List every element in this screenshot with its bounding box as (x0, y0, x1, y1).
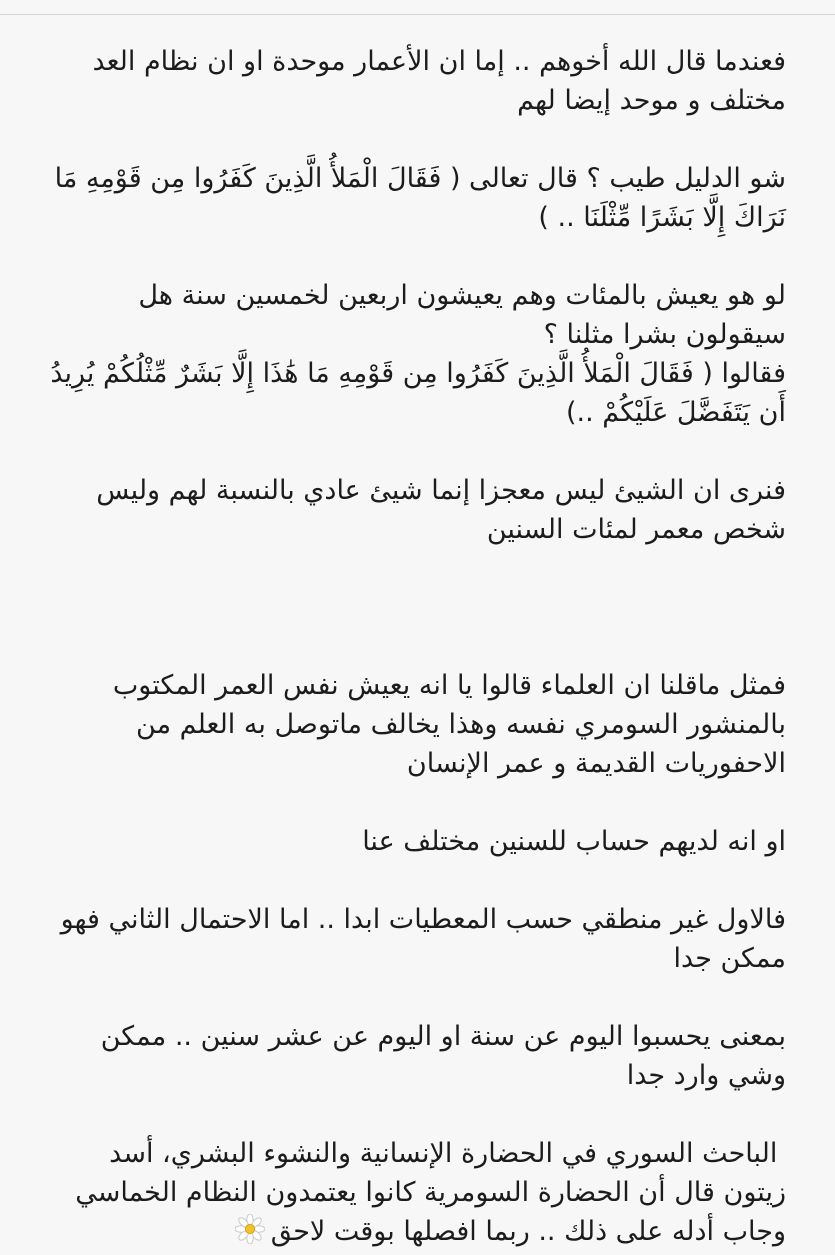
paragraph-spacer (44, 432, 786, 471)
note-body (44, 42, 786, 1255)
paragraph-spacer (44, 120, 786, 159)
paragraph-spacer (44, 783, 786, 822)
note-paragraph: فمثل ماقلنا ان العلماء قالوا يا انه يعيش نفس العمر المكتوب بالمنشور السومري نفسه وهذا يخالف ماتوصل به العلم من الاحفوريات القديمة و عمر الإنسان (112, 670, 786, 779)
paragraph-spacer (44, 861, 786, 900)
note-paragraph: او انه لديهم حساب للسنين مختلف عنا (362, 826, 786, 857)
paragraph-spacer (44, 237, 786, 276)
note-paragraph: شو الدليل طيب ؟ قال تعالى ( فَقَالَ الْمَلأُ الَّذِينَ كَفَرُوا مِن قَوْمِهِ مَا نَرَاكَ إِلَّا بَشَرًا مِّثْلَنَا .. ) (54, 163, 786, 233)
note-paragraph: فنرى ان الشيئ ليس معجزا إنما شيئ عادي بالنسبة لهم وليس شخص معمر لمئات السنين (96, 475, 786, 545)
paragraph-spacer (44, 978, 786, 1017)
paragraph-spacer (44, 549, 786, 666)
note-paragraph: فعندما قال الله أخوهم .. إما ان الأعمار موحدة او ان نظام العد مختلف و موحد إيضا لهم (92, 46, 786, 116)
note-paragraph: لو هو يعيش بالمئات وهم يعيشون اربعين لخمسين سنة هل سيقولون بشرا مثلنا ؟ فقالوا ( فَقَالَ الْمَلأُ الَّذِينَ كَفَرُوا مِن قَوْمِهِ مَا هَٰذَا إِلَّا بَشَرٌ مِّثْلُكُمْ يُرِيدُ أَن يَتَفَضَّلَ عَلَيْكُمْ ..) (50, 280, 786, 428)
top-divider (0, 0, 835, 15)
note-paragraph-text: الباحث السوري في الحضارة الإنسانية والنشوء البشري، أسد زيتون قال أن الحضارة السومرية كانوا يعتمدون النظام الخماسي وجاب أدله على ذلك .. ربما افصلها بوقت لاحق (75, 1138, 786, 1247)
note-paragraph-last (44, 1134, 786, 1255)
note-paragraph: فالاول غير منطقي حسب المعطيات ابدا .. اما الاحتمال الثاني فهو ممكن جدا (60, 904, 786, 974)
daisy-flower-icon (235, 1214, 265, 1255)
note-paragraph: بمعنى يحسبوا اليوم عن سنة او اليوم عن عشر سنين .. ممكن وشي وارد جدا (100, 1021, 786, 1091)
paragraph-spacer (44, 1095, 786, 1134)
